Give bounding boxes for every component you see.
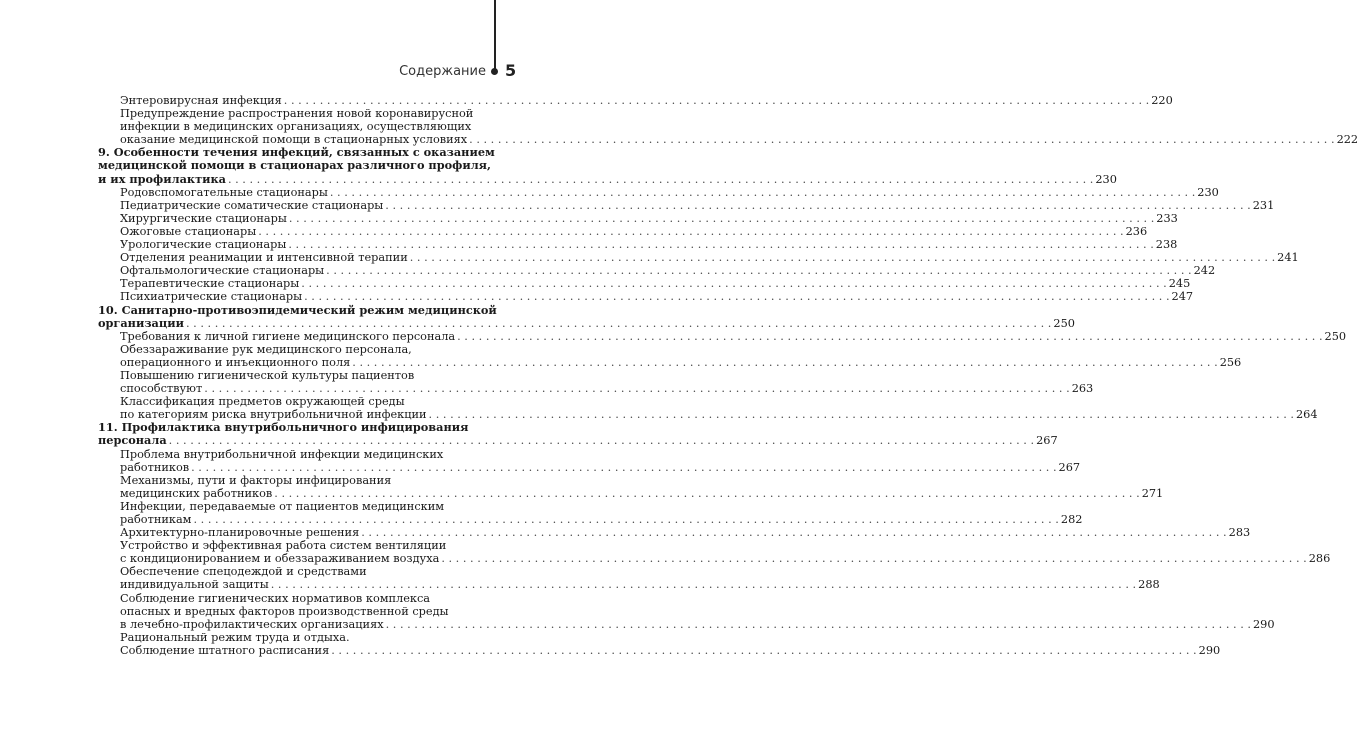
toc-page-number: 238 [1155, 238, 1178, 252]
dot-leader [284, 94, 1149, 107]
dot-leader [186, 317, 1051, 330]
toc-page-number: 231 [1252, 198, 1275, 212]
toc-subsection-entry [98, 224, 1148, 238]
dot-leader [331, 644, 1196, 657]
toc-entry-line [98, 315, 1075, 330]
toc-entry-text: Ожоговые стационары [120, 224, 257, 238]
dot-leader [361, 526, 1226, 539]
toc-entry-text: способствуют [120, 382, 203, 396]
toc-entry-text: в лечебно-профилактических организациях [120, 617, 384, 631]
header-rule-dot [491, 68, 498, 75]
dot-leader [274, 487, 1139, 500]
toc-entry-text: Энтеровирусная инфекция [120, 94, 282, 107]
dot-leader [326, 264, 1191, 277]
toc-entry-line [120, 526, 1251, 540]
toc-entry-text: Урологические стационары [120, 238, 287, 252]
toc-entry-text: Соблюдение штатного расписания [120, 643, 330, 657]
dot-leader [271, 578, 1136, 591]
toc-entry-line [120, 513, 1083, 526]
toc-page-number: 242 [1193, 264, 1216, 278]
toc-page-number: 222 [1336, 133, 1358, 147]
dot-leader [258, 225, 1123, 238]
toc-entry-text: Архитектурно-планировочные решения [120, 526, 360, 540]
toc-page-number: 250 [1053, 316, 1075, 330]
toc-entry-text: Проблема внутрибольничной инфекции медицинских [120, 447, 444, 461]
toc-entry-text: Хирургические стационары [120, 211, 287, 225]
toc-entry-text: Родовспомогательные стационары [120, 185, 328, 199]
toc-entry-text: опасных и вредных факторов производственной среды [120, 604, 449, 618]
toc-page-number: 220 [1151, 94, 1173, 107]
toc-entry-text: Рациональный режим труда и отдыха. [120, 630, 350, 644]
toc-entry-text: инфекции в медицинских организациях, осуществляющих [120, 120, 472, 134]
toc-page-number: 230 [1197, 185, 1219, 199]
toc-subsection-entry [98, 198, 1275, 212]
toc-entry-line [120, 185, 1219, 199]
toc-entry-text: Предупреждение распространения новой коронавирусной [120, 107, 474, 121]
toc-subsection-entry [98, 526, 1251, 540]
toc-subsection-entry [98, 251, 1299, 265]
toc-entry-line [120, 578, 1160, 592]
running-header-title: Содержание [399, 64, 486, 79]
dot-leader [386, 618, 1251, 631]
toc-entry-text: по категориям риска внутрибольничной инфекции [120, 408, 427, 422]
toc-entry-text: Повышению гигиенической культуры пациентов [120, 368, 415, 382]
toc-subsection-entry [98, 94, 1173, 107]
toc-entry-text: Офтальмологические стационары [120, 264, 325, 278]
toc-entry-line [98, 171, 1117, 186]
toc-entry-line [120, 617, 1275, 631]
toc-entry-line [120, 460, 1081, 474]
toc-subsection-entry [98, 290, 1194, 304]
toc-page-number: 286 [1308, 552, 1331, 566]
toc-subsection-entry [98, 643, 1221, 657]
toc-entry-text: с кондиционированием и обеззараживанием воздуха [120, 552, 440, 566]
dot-leader [410, 251, 1275, 264]
toc-subsection-entry [98, 539, 1331, 566]
toc-entry-text: Классификация предметов окружающей среды [120, 395, 405, 409]
toc-page-number: 236 [1125, 224, 1148, 238]
toc-entry-text: операционного и инъекционного поля [120, 355, 351, 369]
toc-subsection-entry [98, 185, 1219, 199]
toc-entry-text: Обеззараживание рук медицинского персонала, [120, 342, 412, 356]
toc-page-number: 288 [1138, 578, 1160, 592]
toc-page-number: 263 [1071, 382, 1094, 396]
toc-entry-line [120, 643, 1221, 657]
toc-page-number: 247 [1171, 290, 1194, 304]
toc-entry-text: 10. Санитарно-противоэпидемический режим медицинской [98, 302, 497, 317]
toc-page-number: 230 [1095, 172, 1117, 186]
toc-entry-text: Устройство и эффективная работа систем вентиляции [120, 539, 447, 553]
toc-entry-text: 9. Особенности течения инфекций, связанных с оказанием [98, 145, 495, 160]
toc-subsection-entry [98, 631, 498, 644]
dot-leader [301, 277, 1166, 290]
toc-subsection-entry [98, 238, 1178, 252]
toc-entry-text: медицинских работников [120, 486, 273, 500]
dot-leader [441, 552, 1306, 565]
toc-page-number: 290 [1198, 643, 1221, 657]
toc-entry-text: Соблюдение гигиенических нормативов комплекса [120, 591, 431, 605]
toc-subsection-entry [98, 565, 1160, 592]
toc-entry-text: медицинской помощи в стационарах различного профиля, [98, 158, 491, 173]
dot-leader [304, 290, 1169, 303]
toc-page-number: 290 [1253, 617, 1275, 631]
toc-entry-text: Педиатрические соматические стационары [120, 198, 384, 212]
toc-entry-line [120, 552, 1331, 566]
toc-entry-text: и их профилактика [98, 171, 226, 186]
toc-subsection-entry [98, 107, 1358, 147]
toc-entry-line [120, 251, 1299, 265]
toc-page-number: 267 [1036, 434, 1058, 448]
toc-entry-text: работников [120, 460, 190, 474]
dot-leader [193, 513, 1058, 526]
toc-section-entry [98, 302, 1075, 330]
toc-page-number: 245 [1168, 277, 1191, 291]
toc-entry-line [120, 224, 1148, 238]
toc-subsection-entry [98, 329, 1347, 343]
dot-leader [169, 434, 1034, 447]
dot-leader [288, 238, 1153, 251]
dot-leader [228, 173, 1093, 186]
toc-section-entry [98, 420, 1058, 448]
toc-page-number: 264 [1295, 408, 1318, 422]
toc-subsection-entry [98, 342, 1242, 369]
toc-page-number: 282 [1060, 513, 1083, 526]
dot-leader [289, 212, 1154, 225]
toc-page-number: 271 [1141, 486, 1164, 500]
toc-subsection-entry [98, 591, 1275, 631]
toc-subsection-entry [98, 473, 1164, 500]
toc-entry-line [120, 211, 1178, 225]
toc-subsection-entry [98, 277, 1191, 291]
toc-subsection-entry [98, 264, 1216, 278]
toc-entry-text: Отделения реанимации и интенсивной терапии [120, 251, 408, 265]
toc-entry-text: персонала [98, 433, 167, 448]
dot-leader [330, 186, 1195, 199]
toc-entry-line [120, 382, 1094, 396]
header-vertical-rule [494, 0, 496, 70]
toc-subsection-entry [98, 499, 1083, 526]
dot-leader [385, 199, 1250, 212]
toc-entry-line [120, 238, 1178, 252]
toc-entry-text: Обеспечение спецодеждой и средствами [120, 565, 367, 579]
toc-entry-line [120, 277, 1191, 291]
table-of-contents [98, 94, 1358, 657]
toc-entry-text: индивидуальной защиты [120, 578, 269, 592]
toc-entry-line [120, 264, 1216, 278]
dot-leader [204, 382, 1069, 395]
toc-subsection-entry [98, 447, 1081, 474]
toc-entry-text: Требования к личной гигиене медицинского персонала [120, 329, 456, 343]
dot-leader [457, 330, 1322, 343]
toc-page-number: 267 [1058, 460, 1081, 474]
toc-entry-line [120, 486, 1164, 500]
dot-leader [352, 356, 1217, 369]
toc-entry-line [120, 94, 1173, 107]
toc-entry-line [120, 329, 1347, 343]
toc-section-entry [98, 145, 1117, 186]
toc-entry-text: Психиатрические стационары [120, 290, 303, 304]
toc-entry-text: Инфекции, передаваемые от пациентов медицинским [120, 499, 445, 513]
toc-entry-text: оказание медицинской помощи в стационарных условиях [120, 133, 468, 147]
toc-entry-text: 11. Профилактика внутрибольничного инфицирования [98, 420, 469, 435]
toc-page-number: 250 [1324, 329, 1347, 343]
toc-entry-line [98, 433, 1058, 448]
toc-page-number: 241 [1277, 251, 1299, 265]
page-number: 5 [505, 61, 517, 80]
toc-entry-line [120, 290, 1194, 304]
toc-page-number: 256 [1219, 355, 1242, 369]
toc-subsection-entry [98, 395, 1318, 422]
dot-leader [469, 133, 1334, 146]
toc-page-number: 283 [1228, 526, 1251, 540]
toc-entry-text: Терапевтические стационары [120, 277, 300, 291]
toc-entry-text: организации [98, 315, 184, 330]
toc-subsection-entry [98, 211, 1178, 225]
dot-leader [429, 408, 1294, 421]
toc-entry-line [120, 355, 1242, 369]
toc-page-number: 233 [1156, 211, 1178, 225]
toc-entry-text: работникам [120, 513, 192, 526]
toc-entry-line [120, 198, 1275, 212]
toc-subsection-entry [98, 368, 1094, 396]
dot-leader [191, 461, 1056, 474]
toc-entry-text: Механизмы, пути и факторы инфицирования [120, 473, 392, 487]
